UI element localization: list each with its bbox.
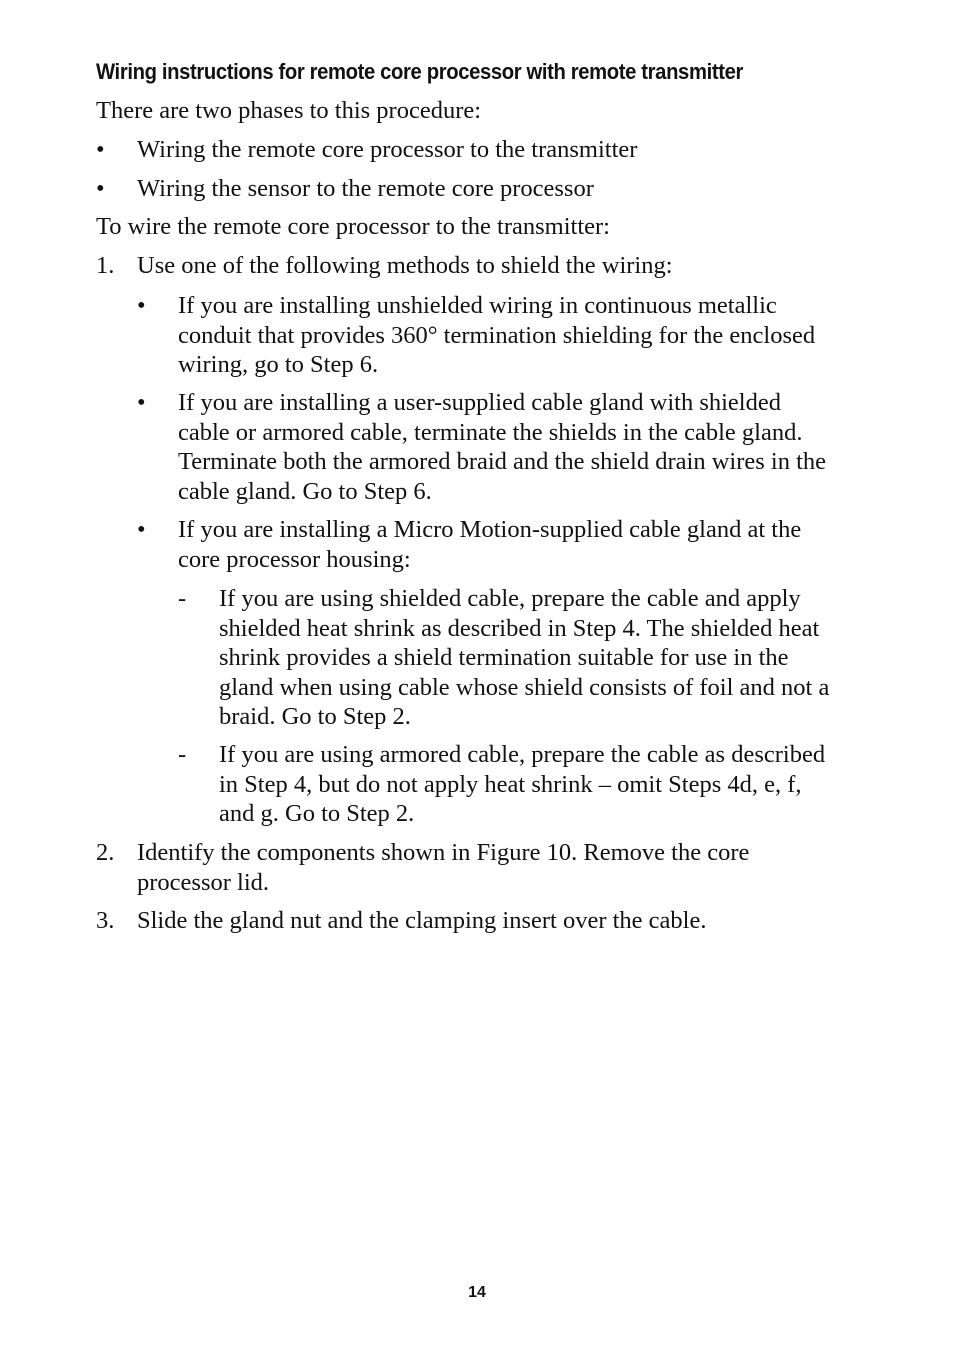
bullet-marker: •: [96, 175, 105, 202]
step-text: Use one of the following methods to shield the wiring:: [137, 252, 673, 279]
phase-text: Wiring the sensor to the remote core processor: [137, 175, 594, 202]
dash-marker: -: [178, 585, 187, 612]
method-text: If you are installing a Micro Motion-supplied cable gland at the core processor housing:: [178, 516, 802, 573]
section-heading: Wiring instructions for remote core processor with remote transmitter: [96, 59, 743, 84]
cable-option-text: If you are using shielded cable, prepare the cable and apply shielded heat shrink as described in Step 4. The shielded heat shrink provides a shield termination suitable for use in the gland when using cable whose shield consists of foil and not a braid. Go to Step 2.: [219, 585, 830, 730]
step-number: 1.: [96, 252, 115, 279]
method-text: If you are installing unshielded wiring in continuous metallic conduit that provides 360° termination shielding for the enclosed wiring, go to Step 6.: [178, 292, 816, 378]
step-number: 2.: [96, 839, 115, 866]
step-number: 3.: [96, 907, 115, 934]
bullet-marker: •: [137, 389, 146, 416]
intro-paragraph: There are two phases to this procedure:: [96, 97, 482, 124]
cable-option-text: If you are using armored cable, prepare the cable as described in Step 4, but do not apply heat shrink – omit Steps 4d, e, f, and g. Go to Step 2.: [219, 741, 826, 827]
lead-paragraph: To wire the remote core processor to the transmitter:: [96, 213, 610, 240]
page-number: 14: [468, 1284, 486, 1301]
bullet-marker: •: [137, 292, 146, 319]
phase-text: Wiring the remote core processor to the transmitter: [137, 136, 638, 163]
step-text: Identify the components shown in Figure 10. Remove the core processor lid.: [137, 839, 750, 896]
dash-marker: -: [178, 741, 187, 768]
method-text: If you are installing a user-supplied cable gland with shielded cable or armored cable, terminate the shields in the cable gland. Terminate both the armored braid and the shield drain wires in the cable gland. Go to Step 6.: [178, 389, 827, 505]
bullet-marker: •: [96, 136, 105, 163]
step-text: Slide the gland nut and the clamping insert over the cable.: [137, 907, 707, 934]
bullet-marker: •: [137, 516, 146, 543]
